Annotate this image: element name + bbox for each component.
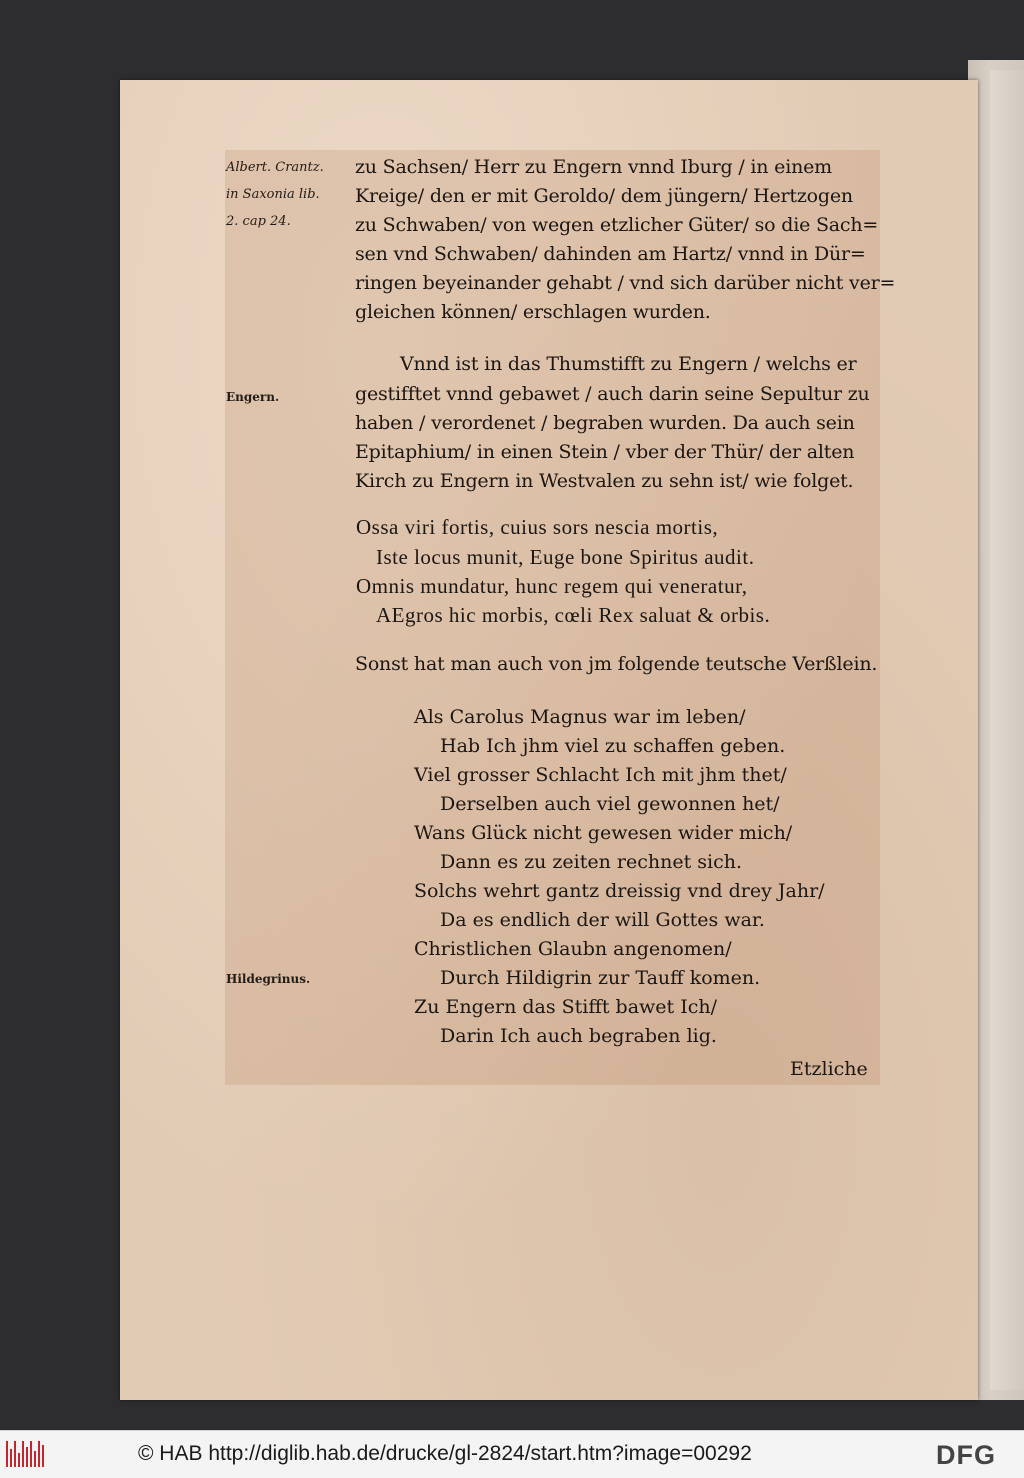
paragraph2-line: Kirch zu Engern in Westvalen zu sehn ist/ wie folget. [355,470,854,492]
german-verse: Wans Glück nicht gewesen wider mich/ [414,822,793,844]
german-verse: Dann es zu zeiten rechnet sich. [440,851,742,873]
german-verse: Solchs wehrt gantz dreissig vnd drey Jahr/ [414,880,825,902]
latin-verse: AEgros hic morbis, cœli Rex saluat & orbis. [376,603,771,627]
paragraph2-line: Epitaphium/ in einen Stein / vber der Thür/ der alten [355,441,855,463]
german-verse: Durch Hildigrin zur Tauff komen. [440,967,761,989]
barcode-icon [6,1441,46,1467]
footer-bar [0,1430,1024,1478]
catchword: Etzliche [790,1058,868,1080]
margin-note-author: Albert. Crantz. [226,160,324,175]
german-verse: Hab Ich jhm viel zu schaffen geben. [440,735,786,757]
german-verse: Darin Ich auch begraben lig. [440,1025,717,1047]
adjacent-page-strip [990,70,1024,1390]
german-verse: Viel grosser Schlacht Ich mit jhm thet/ [414,764,787,786]
margin-note-engern: Engern. [226,390,280,404]
intro-line: Sonst hat man auch von jm folgende teutsche Verßlein. [355,653,878,675]
german-verse: Da es endlich der will Gottes war. [440,909,765,931]
german-verse: Zu Engern das Stifft bawet Ich/ [414,996,717,1018]
latin-verse: Omnis mundatur, hunc regem qui veneratur, [356,574,748,598]
paragraph1-line: Kreige/ den er mit Geroldo/ dem jüngern/ Hertzogen [355,185,853,207]
german-verse: Als Carolus Magnus war im leben/ [414,706,746,728]
paragraph1-line: sen vnd Schwaben/ dahinden am Hartz/ vnnd in Dür= [355,243,866,265]
latin-verse: Iste locus munit, Euge bone Spiritus audit. [376,545,755,569]
dfg-logo[interactable]: DFG [936,1440,996,1470]
latin-verse: Ossa viri fortis, cuius sors nescia mortis, [356,515,719,539]
margin-note-source: in Saxonia lib. [226,187,320,202]
paragraph1-line: gleichen können/ erschlagen wurden. [355,301,711,323]
margin-note-chapter: 2. cap 24. [226,214,291,229]
margin-note-hildegrinus: Hildegrinus. [226,972,311,986]
german-verse: Derselben auch viel gewonnen het/ [440,793,780,815]
paragraph1-line: zu Schwaben/ von wegen etzlicher Güter/ so die Sach= [355,214,879,236]
german-verse: Christlichen Glaubn angenomen/ [414,938,732,960]
paragraph2-line: Vnnd ist in das Thumstifft zu Engern / welchs er [400,353,857,375]
paragraph1-line: zu Sachsen/ Herr zu Engern vnnd Iburg / in einem [355,156,832,178]
paragraph1-line: ringen beyeinander gehabt / vnd sich darüber nicht ver= [355,272,896,294]
paragraph2-line: haben / verordenet / begraben wurden. Da auch sein [355,412,855,434]
paragraph2-line: gestifftet vnnd gebawet / auch darin seine Sepultur zu [355,383,870,405]
copyright-link[interactable]: © HAB http://diglib.hab.de/drucke/gl-2824/start.htm?image=00292 [138,1442,752,1465]
